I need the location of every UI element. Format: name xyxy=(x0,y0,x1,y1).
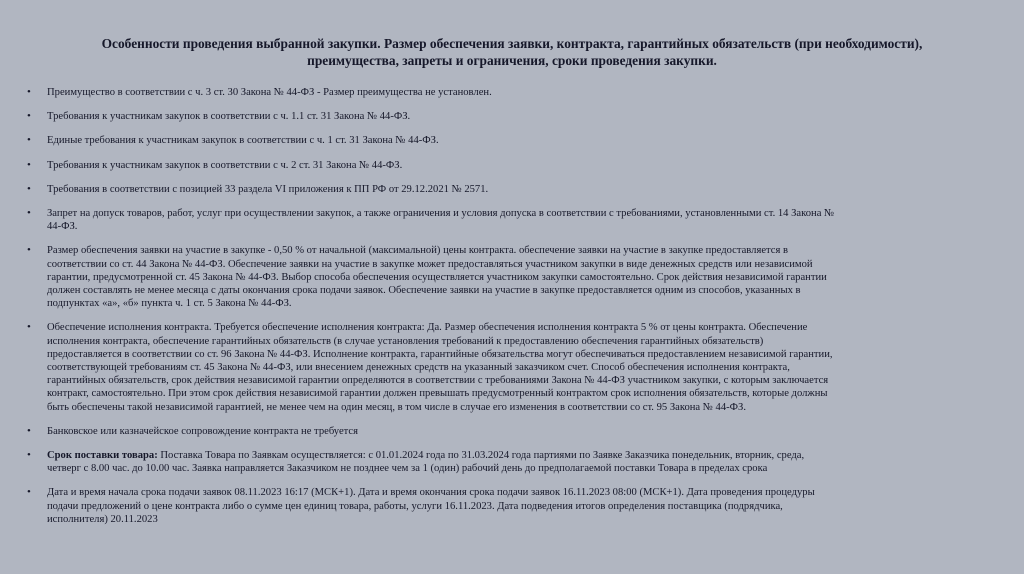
bullet-marker: • xyxy=(27,321,31,334)
list-item-line: Единые требования к участникам закупок в соответствии с ч. 1 ст. 31 Закона № 44-ФЗ. xyxy=(47,135,439,147)
list-item xyxy=(27,183,997,196)
list-item-line: Дата и время начала срока подачи заявок 08.11.2023 16:17 (МСК+1). Дата и время окончания срока подачи заявок 16.11.2023 08:00 (МСК+1). Дата проведения процедуры xyxy=(47,487,815,499)
list-item-line: Обеспечение исполнения контракта. Требуется обеспечение исполнения контракта: Да. Размер обеспечения исполнения контракта 5 % от цены контракта. Обеспечение xyxy=(47,322,808,334)
list-item xyxy=(27,110,997,123)
list-item xyxy=(27,486,997,526)
bullet-marker: • xyxy=(27,182,31,195)
list-item-line: Требования в соответствии с позицией 33 раздела VI приложения к ПП РФ от 29.12.2021 № 2571. xyxy=(47,183,489,195)
list-item-line: исполнения контракта, обеспечение гарантийных обязательств (в случае установления требований к предоставлению обеспечения гарантийных обязательств) xyxy=(47,335,764,347)
list-item-line: четверг с 8.00 час. до 10.00 час. Заявка направляется Заказчиком не позднее чем за 1 (один) рабочий день до предполагаемой поставки Товара в пределах срока xyxy=(47,463,768,475)
list-item-line: контракт, самостоятельно. При этом срок действия независимой гарантии должен превышать предусмотренный контрактом срок исполнения обязательств, которые должны xyxy=(47,388,828,400)
list-item xyxy=(27,134,997,147)
list-item-line: гарантийных обязательств, срок действия независимой гарантии определяются в соответствии с требованиями Закона № 44-ФЗ участником закупки, с которым заключается xyxy=(47,375,829,387)
page-title xyxy=(60,36,964,69)
list-item-line: предоставляется в соответствии со ст. 96 Закона № 44-ФЗ. Исполнение контракта, гарантийные обязательства могут обеспечиваться предоставлением независимой гарантии, xyxy=(47,348,833,360)
list-item xyxy=(27,159,997,172)
list-item-line: быть обеспечены такой независимой гарантией, не менее чем на один месяц, в том числе в случае его изменения в соответствии со ст. 95 Закона № 44-ФЗ. xyxy=(47,401,746,413)
list-item-line: соответствующей требованиям ст. 45 Закона № 44-ФЗ, или внесением денежных средств на указанный заказчиком счет. Способ обеспечения исполнения контракта, xyxy=(47,362,790,374)
bullet-marker: • xyxy=(27,207,31,220)
list-item-text: Поставка Товара по Заявкам осуществляется: с 01.01.2024 года по 31.03.2024 года партиями по Заявке Заказчика понедельник, вторник, среда, xyxy=(157,450,805,462)
bullet-marker: • xyxy=(27,486,31,499)
bullet-marker: • xyxy=(27,110,31,123)
bullet-marker: • xyxy=(27,244,31,257)
list-item xyxy=(27,86,997,99)
list-item-line: подачи предложений о цене контракта либо о сумме цен единиц товара, работы, услуги 16.11.2023. Дата подведения итогов определения поставщика (подрядчика, xyxy=(47,500,783,512)
list-item xyxy=(27,425,997,438)
list-item xyxy=(27,207,997,233)
list-item-line: Требования к участникам закупок в соответствии с ч. 1.1 ст. 31 Закона № 44-ФЗ. xyxy=(47,111,411,123)
list-item xyxy=(27,244,997,310)
bullet-list xyxy=(27,86,997,537)
list-item xyxy=(27,449,997,475)
list-item-line xyxy=(47,449,997,462)
bullet-marker: • xyxy=(27,134,31,147)
bullet-marker: • xyxy=(27,86,31,98)
list-item-line: 44-ФЗ. xyxy=(47,221,78,233)
list-item-bold-label: Срок поставки товара: xyxy=(47,450,158,462)
title-line-1: Особенности проведения выбранной закупки. Размер обеспечения заявки, контракта, гарантийных обязательств (при необходимости), xyxy=(101,36,923,51)
list-item-line: Банковское или казначейское сопровождение контракта не требуется xyxy=(47,425,358,437)
list-item-line: подпунктах «а», «б» пункта ч. 1 ст. 5 Закона № 44-ФЗ. xyxy=(47,298,292,310)
list-item xyxy=(27,321,997,413)
list-item-line: гарантии, предусмотренной ст. 45 Закона № 44-ФЗ. Выбор способа обеспечения осуществляется участником закупки самостоятельно. Срок действия независимой гарантии xyxy=(47,271,827,283)
list-item-line: исполнителя) 20.11.2023 xyxy=(47,513,158,525)
bullet-marker: • xyxy=(27,449,31,462)
bullet-marker: • xyxy=(27,424,31,437)
list-item-line: Преимущество в соответствии с ч. 3 ст. 30 Закона № 44-ФЗ - Размер преимущества не установлен. xyxy=(47,87,492,98)
list-item-line: соответствии со ст. 44 Закона № 44-ФЗ. Обеспечение заявки на участие в закупке может предоставляться участником закупки в виде денежных средств или независимой xyxy=(47,258,813,270)
title-line-2: преимущества, запреты и ограничения, сроки проведения закупки. xyxy=(307,52,717,68)
bullet-marker: • xyxy=(27,158,31,171)
list-item-line: Требования к участникам закупок в соответствии с ч. 2 ст. 31 Закона № 44-ФЗ. xyxy=(47,159,403,171)
list-item-line: Запрет на допуск товаров, работ, услуг при осуществлении закупок, а также ограничения и условия допуска в соответствии с требованиями, установленными ст. 14 Закона № xyxy=(47,208,835,220)
list-item-line: должен составлять не менее месяца с даты окончания срока подачи заявок. Обеспечение заявки на участие в закупке предоставляется одним из способов, указанных в xyxy=(47,285,801,297)
list-item-line: Размер обеспечения заявки на участие в закупке - 0,50 % от начальной (максимальной) цены контракта. обеспечение заявки на участие в закупке предоставляется в xyxy=(47,245,789,257)
